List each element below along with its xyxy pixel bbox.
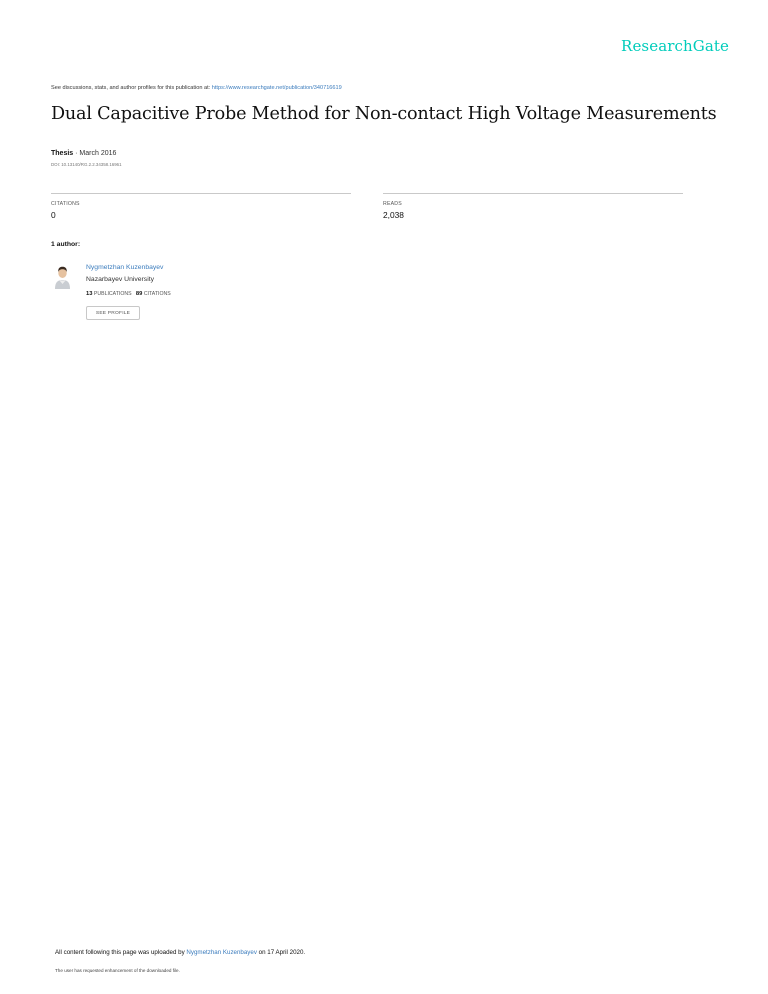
publication-meta <box>51 150 116 157</box>
enhancement-note: The user has requested enhancement of the downloaded file. <box>55 968 180 973</box>
publication-type: Thesis <box>51 150 74 157</box>
author-citations-label: CITATIONS <box>143 291 171 297</box>
uploader-link[interactable]: Nygmetzhan Kuzenbayev <box>186 949 257 956</box>
authors-heading: 1 author: <box>51 241 81 248</box>
citations-value: 0 <box>51 210 56 220</box>
publication-date: March 2016 <box>79 150 117 157</box>
upload-note <box>55 949 305 956</box>
upload-note-suffix: on 17 April 2020. <box>258 949 306 956</box>
author-publications-label: PUBLICATIONS <box>93 291 132 297</box>
reads-label: READS <box>383 201 402 207</box>
reads-value: 2,038 <box>383 210 404 220</box>
upload-note-prefix: All content following this page was uploaded by <box>55 949 185 956</box>
see-discussions-text: See discussions, stats, and author profiles for this publication at: <box>51 85 211 91</box>
author-institution: Nazarbayev University <box>86 276 154 283</box>
author-stats <box>86 291 171 297</box>
publication-doi: DOI: 10.13140/RG.2.2.34358.16961 <box>51 162 122 167</box>
divider-right <box>383 193 683 194</box>
publication-url-link[interactable]: https://www.researchgate.net/publication/340716619 <box>211 85 342 91</box>
author-avatar[interactable] <box>52 263 73 289</box>
author-publications-count: 13 <box>86 291 93 297</box>
meta-separator: · <box>73 150 80 157</box>
divider-left <box>51 193 351 194</box>
researchgate-logo[interactable]: ResearchGate <box>621 37 729 55</box>
citations-label: CITATIONS <box>51 201 80 207</box>
see-profile-button[interactable]: SEE PROFILE <box>86 306 140 320</box>
author-name-link[interactable]: Nygmetzhan Kuzenbayev <box>86 264 164 271</box>
author-citations-count: 89 <box>135 291 143 297</box>
publication-title: Dual Capacitive Probe Method for Non-contact High Voltage Measurements <box>51 104 717 124</box>
see-discussions-line <box>51 85 342 91</box>
